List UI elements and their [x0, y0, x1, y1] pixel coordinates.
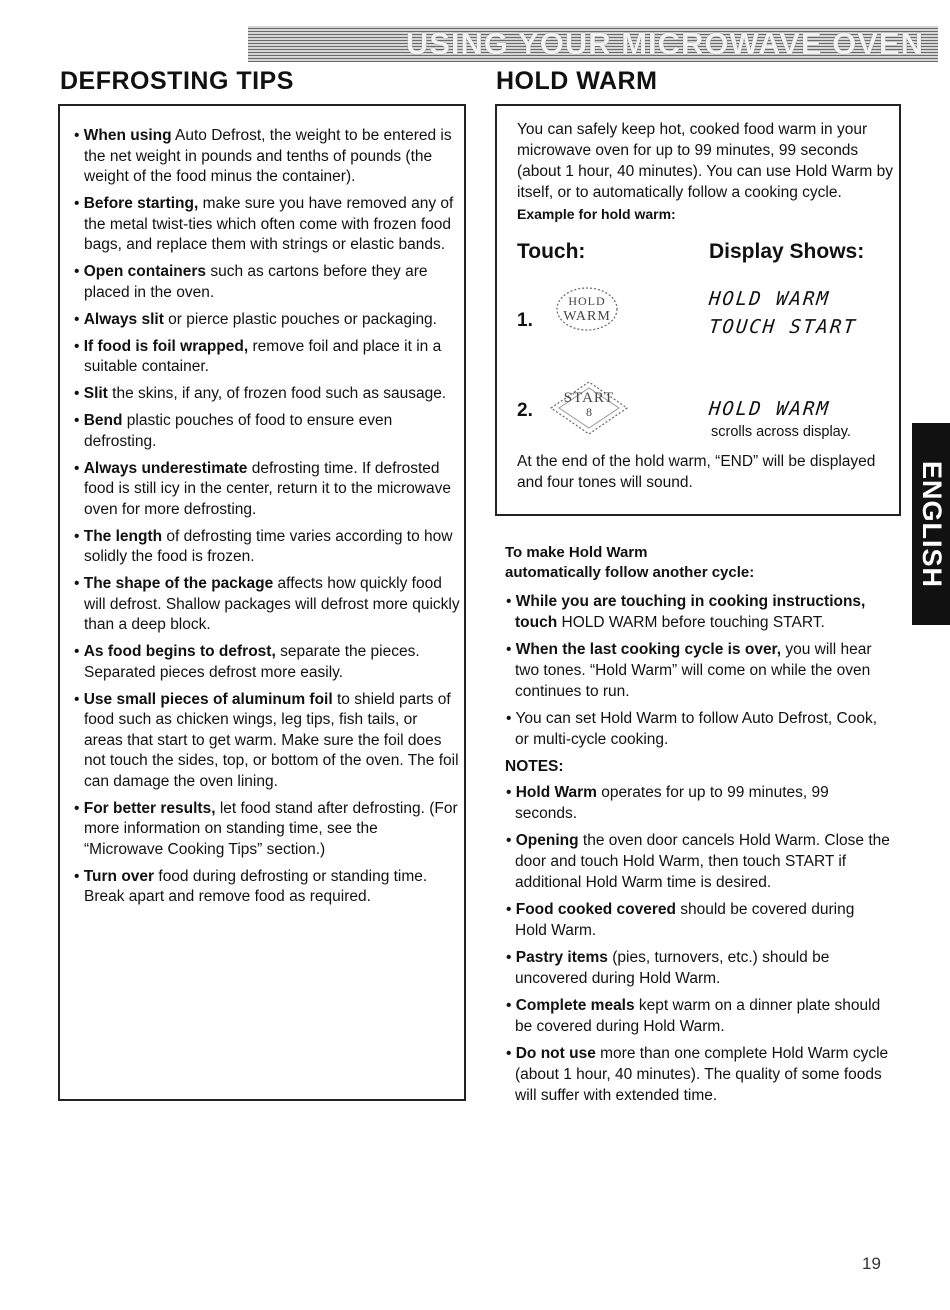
language-tab	[912, 423, 950, 625]
defrost-tip	[72, 574, 460, 636]
defrost-tip-lead: If food is foil wrapped,	[83, 337, 249, 355]
note-item-lead: Pastry items	[515, 949, 608, 966]
defrost-tip-lead: Bend	[83, 412, 123, 429]
defrost-tip-lead: Turn over	[83, 867, 155, 885]
defrost-tip-text: defrosting time. If defrosted food is still icy in the center, return it to the microwave oven for more defrosting.	[84, 459, 451, 518]
bullet: •	[74, 385, 84, 402]
note-item	[505, 830, 890, 893]
bullet: •	[74, 690, 84, 708]
hold-warm-key	[549, 284, 625, 334]
touch-header: Touch:	[517, 240, 586, 263]
bullet: •	[506, 1045, 516, 1062]
section-banner	[248, 26, 938, 62]
defrost-tip-lead: Slit	[83, 385, 108, 402]
display-shows-header: Display Shows:	[709, 240, 865, 263]
bullet: •	[74, 459, 84, 477]
auto-follow-item	[505, 591, 890, 633]
start-key	[539, 378, 639, 438]
bullet: •	[74, 575, 84, 592]
note-item-text: more than one complete Hold Warm cycle (about 1 hour, 40 minutes). The quality of some foods will suffer with extended time.	[515, 1045, 889, 1104]
note-item-lead: Hold Warm	[515, 784, 597, 801]
start-key-label: START	[563, 390, 615, 406]
hold-key-label: HOLD	[568, 293, 606, 308]
defrost-tip	[72, 690, 460, 793]
defrost-tip-lead: Always slit	[83, 310, 164, 328]
note-item-text: should be covered during Hold Warm.	[515, 901, 855, 939]
bullet: •	[74, 310, 84, 328]
defrost-tip-text: or pierce plastic pouches or packaging.	[163, 310, 437, 328]
defrost-tip-lead: Before starting,	[83, 195, 199, 212]
step-2-number: 2.	[517, 400, 533, 421]
auto-follow-item	[505, 639, 890, 702]
hold-warm-box	[495, 104, 901, 516]
bullet: •	[74, 195, 84, 212]
defrost-tip-lead: Use small pieces of aluminum foil	[83, 690, 333, 708]
note-item	[505, 782, 890, 824]
auto-follow-item	[505, 708, 890, 750]
auto-follow-item-text: HOLD WARM before touching START.	[557, 614, 825, 631]
banner-title: USING YOUR MICROWAVE OVEN	[405, 26, 924, 61]
defrost-tip-lead: Always underestimate	[83, 459, 248, 477]
defrosting-tips-list	[72, 126, 460, 914]
defrost-tip	[72, 337, 460, 378]
display-hold-warm: HOLD WARM	[707, 288, 832, 310]
defrost-tip	[72, 262, 460, 303]
defrosting-tips-title: DEFROSTING TIPS	[60, 67, 294, 95]
bullet: •	[506, 784, 516, 801]
auto-follow-item-lead: While you are touching in cooking instructions, touch	[515, 593, 866, 631]
auto-follow-heading	[505, 543, 890, 583]
bullet: •	[506, 710, 516, 727]
note-item	[505, 1043, 890, 1106]
note-item	[505, 995, 890, 1037]
defrost-tip-text: make sure you have removed any of the metal twist-ties which often come with frozen food bags, and replace them with strings or elastic bands.	[84, 195, 454, 253]
defrost-tip-text: the skins, if any, of frozen food such as sausage.	[107, 385, 447, 402]
auto-follow-heading-line-2: automatically follow another cycle:	[505, 564, 755, 581]
display-hold-warm-scroll: HOLD WARM	[707, 398, 832, 420]
defrost-tip	[72, 642, 460, 683]
bullet: •	[74, 337, 84, 355]
defrost-tip-text: Auto Defrost, the weight to be entered is the net weight in pounds and tenths of pounds (the weight of the food minus the container).	[84, 127, 452, 185]
bullet: •	[74, 527, 84, 545]
bullet: •	[506, 949, 516, 966]
bullet: •	[74, 867, 84, 885]
defrost-tip	[72, 126, 460, 188]
bullet: •	[506, 641, 516, 658]
example-label: Example for hold warm:	[517, 206, 676, 222]
start-key-digit: 8	[586, 405, 592, 419]
defrost-tip	[72, 194, 460, 256]
note-item-lead: Food cooked covered	[515, 901, 676, 918]
bullet: •	[74, 412, 84, 429]
defrost-tip-text: plastic pouches of food to ensure even defrosting.	[84, 412, 393, 450]
hold-warm-intro: You can safely keep hot, cooked food warm in your microwave oven for up to 99 minutes, 99 seconds (about 1 hour, 40 minutes). You can use Hold Warm by itself, or to automatically follow a cooking cycle.	[517, 121, 893, 201]
defrost-tip-text: remove foil and place it in a suitable container.	[84, 337, 442, 375]
note-item-lead: Opening	[515, 832, 579, 849]
note-item	[505, 899, 890, 941]
bullet: •	[74, 263, 84, 280]
defrost-tip	[72, 459, 460, 521]
note-item	[505, 947, 890, 989]
bullet: •	[506, 593, 516, 610]
note-item-text: kept warm on a dinner plate should be covered during Hold Warm.	[515, 997, 881, 1035]
bullet: •	[74, 127, 84, 144]
language-tab-label: ENGLISH	[916, 460, 947, 588]
notes-heading: NOTES:	[505, 758, 564, 775]
defrost-tip-lead: The shape of the package	[83, 575, 274, 592]
note-item-text: operates for up to 99 minutes, 99 seconds.	[515, 784, 829, 822]
defrost-tip	[72, 310, 460, 331]
warm-key-label: WARM	[563, 308, 611, 324]
note-item-lead: Complete meals	[515, 997, 635, 1014]
page-number: 19	[862, 1254, 881, 1273]
hold-warm-title: HOLD WARM	[496, 67, 658, 95]
defrost-tip-lead: Open containers	[83, 263, 207, 280]
note-item-text: the oven door cancels Hold Warm. Close the door and touch Hold Warm, then touch START if additional Hold Warm time is desired.	[515, 832, 890, 891]
defrost-tip	[72, 527, 460, 568]
note-item-text: (pies, turnovers, etc.) should be uncovered during Hold Warm.	[515, 949, 830, 987]
defrost-tip-text: separate the pieces. Separated pieces defrost more easily.	[84, 643, 420, 681]
defrost-tip-text: food during defrosting or standing time. Break apart and remove food as required.	[84, 867, 428, 905]
auto-follow-item-text: you will hear two tones. “Hold Warm” will come on while the oven continues to run.	[515, 641, 872, 700]
defrost-tip-text: of defrosting time varies according to how solidly the food is frozen.	[84, 527, 453, 565]
defrost-tip-text: such as cartons before they are placed in the oven.	[84, 263, 428, 301]
bullet: •	[74, 643, 84, 660]
bullet: •	[506, 832, 516, 849]
defrost-tip-text: to shield parts of food such as chicken wings, leg tips, fish tails, or areas that start to get warm. Make sure the foil does not touch the sides, top, or bottom of the oven. The foil can damage the oven lining.	[84, 690, 459, 790]
defrost-tip-lead: As food begins to defrost,	[83, 643, 276, 660]
end-note: At the end of the hold warm, “END” will be displayed and four tones will sound.	[517, 453, 876, 491]
auto-follow-heading-line-1: To make Hold Warm	[505, 544, 648, 561]
scroll-note: scrolls across display.	[711, 424, 851, 440]
step-1-number: 1.	[517, 310, 533, 331]
defrost-tip-lead: For better results,	[83, 799, 216, 817]
defrost-tip-lead: The length	[83, 527, 163, 545]
hold-warm-details	[505, 543, 890, 1112]
auto-follow-list	[505, 591, 890, 750]
notes-list	[505, 782, 890, 1106]
defrost-tip-text: let food stand after defrosting. (For more information on standing time, see the “Microwave Cooking Tips” section.)	[84, 799, 458, 858]
defrost-tip	[72, 411, 460, 452]
display-touch-start: TOUCH START	[707, 316, 858, 338]
defrost-tip-text: affects how quickly food will defrost. Shallow packages will defrost more quickly than a deep block.	[84, 575, 460, 633]
bullet: •	[74, 799, 84, 817]
bullet: •	[506, 901, 516, 918]
note-item-lead: Do not use	[515, 1045, 596, 1062]
defrost-tip	[72, 384, 460, 405]
auto-follow-item-text: You can set Hold Warm to follow Auto Defrost, Cook, or multi-cycle cooking.	[515, 710, 878, 748]
auto-follow-item-lead: When the last cooking cycle is over,	[515, 641, 782, 658]
defrost-tip-lead: When using	[83, 127, 172, 144]
bullet: •	[506, 997, 516, 1014]
defrosting-tips-box	[58, 104, 466, 1101]
defrost-tip	[72, 867, 460, 908]
defrost-tip	[72, 799, 460, 861]
